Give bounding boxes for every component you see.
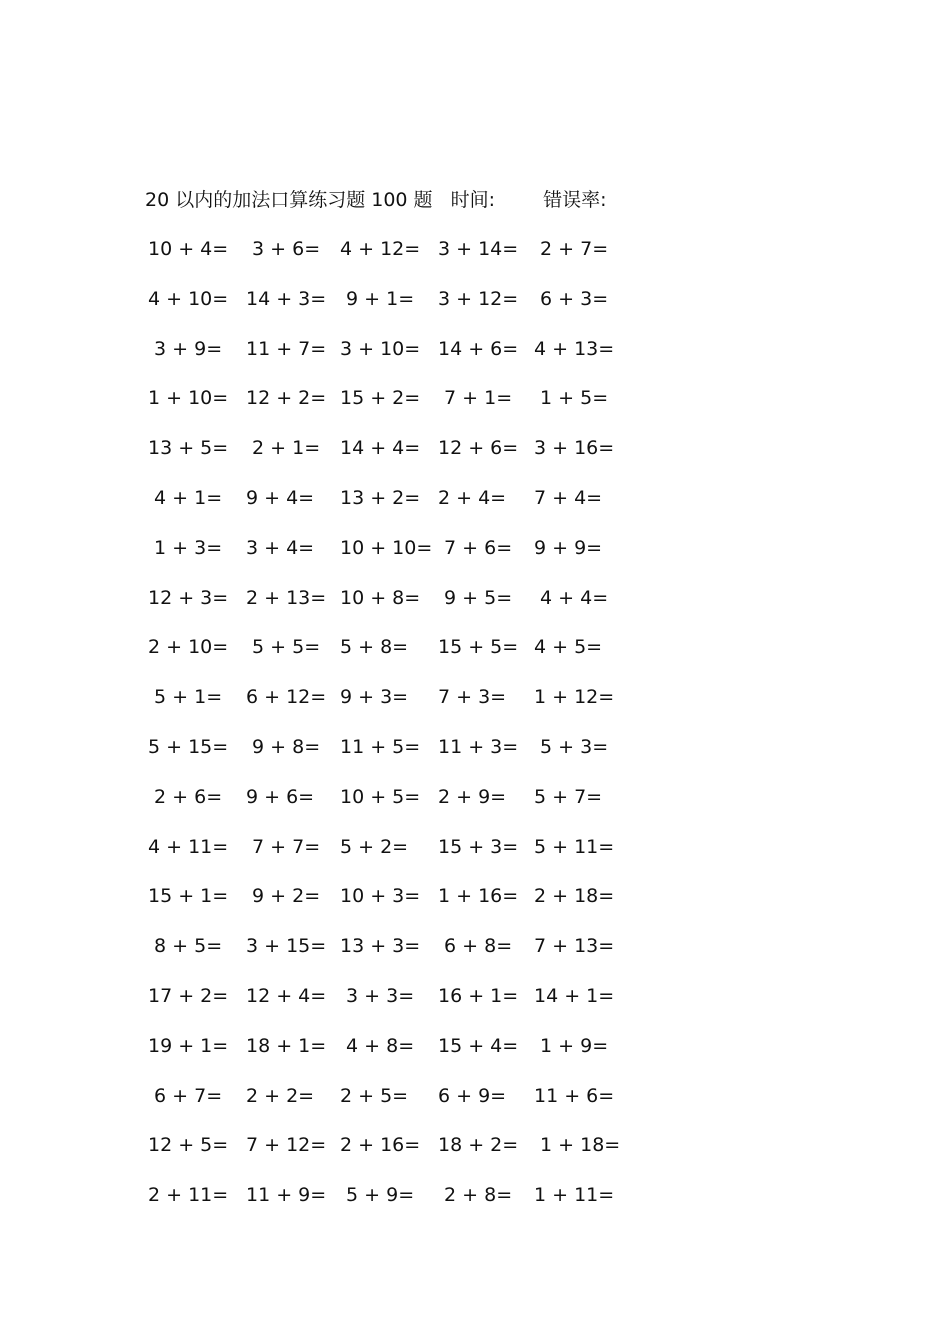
problem-cell: 4 + 11=: [148, 835, 229, 858]
problem-row: [148, 683, 628, 733]
problem-row: [148, 1131, 628, 1181]
problem-cell: 15 + 1=: [148, 885, 229, 908]
problem-cell: 1 + 11=: [534, 1184, 615, 1207]
problem-cell: 3 + 4=: [246, 536, 315, 559]
problem-cell: 11 + 3=: [438, 735, 519, 758]
problem-cell: 7 + 3=: [438, 686, 507, 709]
problem-cell: 9 + 9=: [534, 536, 603, 559]
problem-cell: 3 + 9=: [148, 337, 223, 360]
problem-cell: 18 + 2=: [438, 1134, 519, 1157]
problem-cell: 6 + 9=: [438, 1084, 507, 1107]
problem-cell: 9 + 6=: [246, 785, 315, 808]
problem-cell: 4 + 1=: [148, 486, 223, 509]
problem-cell: 9 + 2=: [246, 885, 321, 908]
problem-cell: 7 + 1=: [438, 387, 513, 410]
problem-cell: 1 + 3=: [148, 536, 223, 559]
problem-cell: 1 + 9=: [534, 1034, 609, 1057]
problem-cell: 1 + 18=: [534, 1134, 621, 1157]
problem-cell: 3 + 6=: [246, 238, 321, 260]
problem-cell: 14 + 4=: [340, 437, 421, 460]
problem-row: [148, 434, 628, 484]
problem-cell: 6 + 3=: [534, 287, 609, 310]
problem-cell: 7 + 7=: [246, 835, 321, 858]
error-rate-label: 错误率:: [543, 189, 607, 211]
problem-cell: 9 + 5=: [438, 586, 513, 609]
problem-cell: 5 + 15=: [148, 735, 229, 758]
problem-cell: 2 + 2=: [246, 1084, 315, 1107]
problem-cell: 4 + 5=: [534, 636, 603, 659]
problem-cell: 2 + 6=: [148, 785, 223, 808]
problem-cell: 11 + 9=: [246, 1184, 327, 1207]
problem-cell: 5 + 9=: [340, 1184, 415, 1207]
problem-cell: 4 + 10=: [148, 287, 229, 310]
problem-cell: 10 + 4=: [148, 238, 229, 260]
problem-cell: 17 + 2=: [148, 984, 229, 1007]
problem-cell: 15 + 2=: [340, 387, 421, 410]
problem-row: [148, 235, 628, 285]
problem-cell: 18 + 1=: [246, 1034, 327, 1057]
problem-cell: 13 + 5=: [148, 437, 229, 460]
problem-cell: 5 + 2=: [340, 835, 409, 858]
problem-cell: 12 + 4=: [246, 984, 327, 1007]
problem-cell: 2 + 8=: [438, 1184, 513, 1207]
problem-cell: 2 + 1=: [246, 437, 321, 460]
problem-cell: 15 + 3=: [438, 835, 519, 858]
problem-cell: 4 + 8=: [340, 1034, 415, 1057]
problem-cell: 2 + 9=: [438, 785, 507, 808]
problem-cell: 2 + 7=: [534, 238, 609, 260]
problem-cell: 11 + 5=: [340, 735, 421, 758]
problem-cell: 8 + 5=: [148, 935, 223, 958]
problem-cell: 1 + 10=: [148, 387, 229, 410]
problem-cell: 4 + 12=: [340, 238, 421, 260]
problem-cell: 3 + 10=: [340, 337, 421, 360]
problem-cell: 13 + 2=: [340, 486, 421, 509]
problem-cell: 4 + 4=: [534, 586, 609, 609]
problem-row: [148, 633, 628, 683]
problem-cell: 6 + 8=: [438, 935, 513, 958]
problem-cell: 5 + 8=: [340, 636, 409, 659]
problem-cell: 3 + 15=: [246, 935, 327, 958]
problem-cell: 5 + 11=: [534, 835, 615, 858]
problem-row: [148, 1181, 628, 1231]
problem-cell: 12 + 3=: [148, 586, 229, 609]
problem-row: [148, 1082, 628, 1132]
problem-row: [148, 584, 628, 634]
problem-cell: 7 + 6=: [438, 536, 513, 559]
problem-cell: 2 + 11=: [148, 1184, 229, 1207]
problem-cell: 9 + 3=: [340, 686, 409, 709]
problem-cell: 7 + 4=: [534, 486, 603, 509]
problem-cell: 1 + 12=: [534, 686, 615, 709]
time-label: 时间:: [450, 189, 496, 211]
problem-cell: 9 + 8=: [246, 735, 321, 758]
problem-cell: 3 + 14=: [438, 238, 519, 260]
problem-cell: 5 + 3=: [534, 735, 609, 758]
problem-cell: 3 + 3=: [340, 984, 415, 1007]
problem-row: [148, 534, 628, 584]
problem-cell: 16 + 1=: [438, 984, 519, 1007]
problem-cell: 11 + 6=: [534, 1084, 615, 1107]
problem-cell: 9 + 4=: [246, 486, 315, 509]
problem-cell: 1 + 16=: [438, 885, 519, 908]
problem-row: [148, 384, 628, 434]
problem-cell: 12 + 6=: [438, 437, 519, 460]
problem-row: [148, 285, 628, 335]
problem-cell: 5 + 7=: [534, 785, 603, 808]
worksheet-header: [145, 186, 606, 214]
problem-cell: 13 + 3=: [340, 935, 421, 958]
problem-cell: 2 + 13=: [246, 586, 327, 609]
problem-cell: 10 + 10=: [340, 536, 433, 559]
problem-cell: 19 + 1=: [148, 1034, 229, 1057]
problem-row: [148, 882, 628, 932]
problem-cell: 6 + 12=: [246, 686, 327, 709]
problem-cell: 2 + 10=: [148, 636, 229, 659]
problem-cell: 15 + 5=: [438, 636, 519, 659]
problem-row: [148, 335, 628, 385]
problem-cell: 12 + 5=: [148, 1134, 229, 1157]
problem-cell: 10 + 3=: [340, 885, 421, 908]
problem-cell: 1 + 5=: [534, 387, 609, 410]
problem-row: [148, 982, 628, 1032]
problem-cell: 14 + 6=: [438, 337, 519, 360]
problem-cell: 6 + 7=: [148, 1084, 223, 1107]
problem-row: [148, 833, 628, 883]
problem-cell: 11 + 7=: [246, 337, 327, 360]
problem-cell: 14 + 1=: [534, 984, 615, 1007]
problem-cell: 10 + 5=: [340, 785, 421, 808]
problem-row: [148, 733, 628, 783]
problem-cell: 5 + 1=: [148, 686, 223, 709]
problem-cell: 3 + 12=: [438, 287, 519, 310]
problem-cell: 2 + 4=: [438, 486, 507, 509]
worksheet-title: 20 以内的加法口算练习题 100 题: [145, 189, 433, 211]
problem-cell: 3 + 16=: [534, 437, 615, 460]
problem-row: [148, 484, 628, 534]
problem-cell: 12 + 2=: [246, 387, 327, 410]
problem-row: [148, 783, 628, 833]
problem-cell: 10 + 8=: [340, 586, 421, 609]
problem-cell: 2 + 16=: [340, 1134, 421, 1157]
problem-cell: 2 + 18=: [534, 885, 615, 908]
problem-cell: 14 + 3=: [246, 287, 327, 310]
problem-cell: 9 + 1=: [340, 287, 415, 310]
problem-cell: 7 + 12=: [246, 1134, 327, 1157]
problem-cell: 15 + 4=: [438, 1034, 519, 1057]
problem-grid: [148, 235, 628, 1231]
problem-cell: 5 + 5=: [246, 636, 321, 659]
problem-cell: 7 + 13=: [534, 935, 615, 958]
problem-cell: 4 + 13=: [534, 337, 615, 360]
problem-row: [148, 932, 628, 982]
problem-cell: 2 + 5=: [340, 1084, 409, 1107]
problem-row: [148, 1032, 628, 1082]
